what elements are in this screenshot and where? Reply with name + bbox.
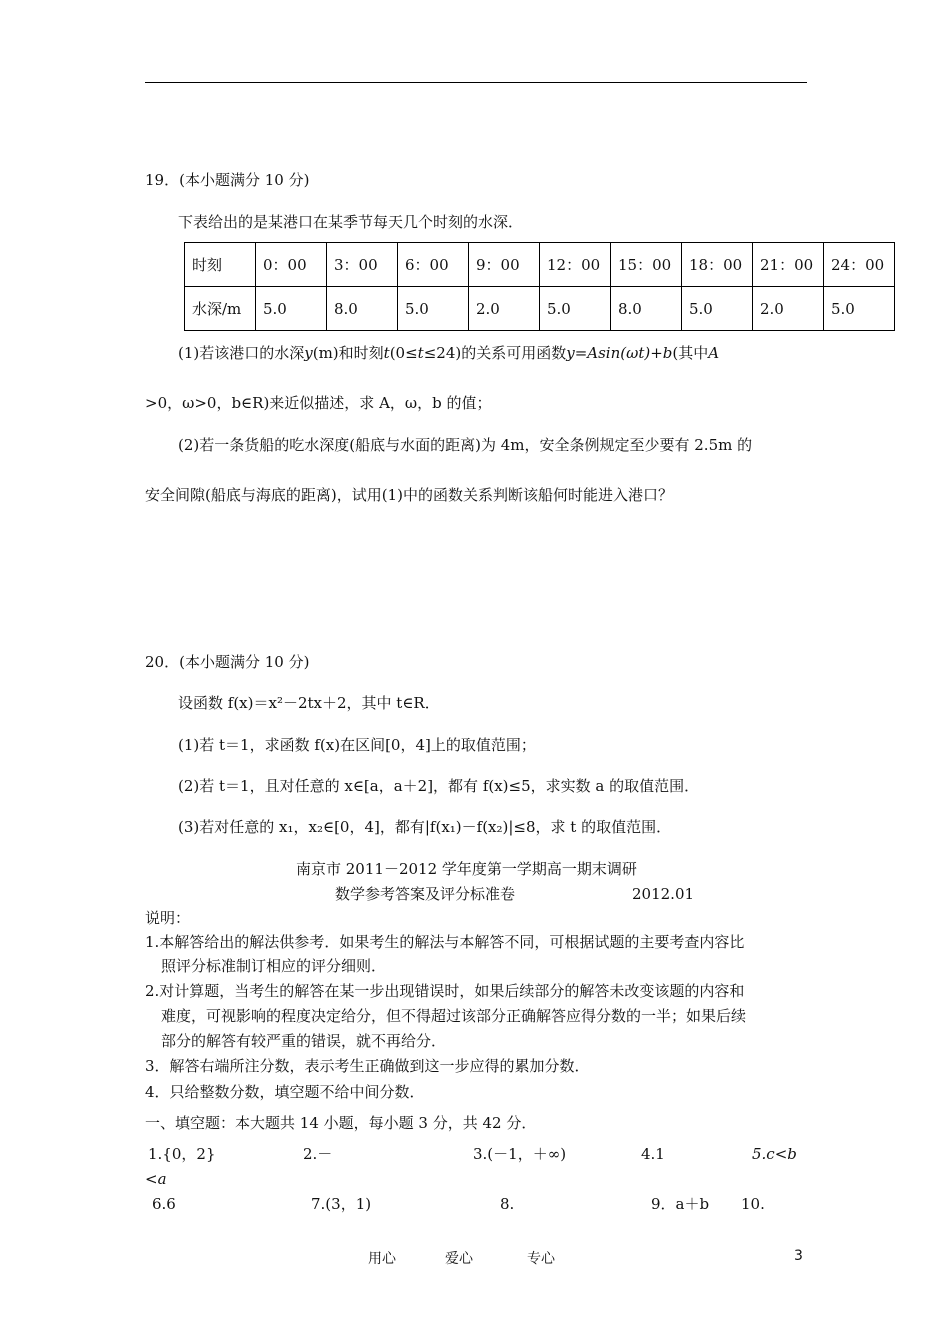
answer-1: 1.{0，2}	[148, 1145, 216, 1163]
note-1b: 照评分标准制订相应的评分细则．	[161, 957, 387, 975]
text: (m)和时刻	[312, 344, 384, 362]
table-cell: 3：00	[327, 243, 398, 287]
q20-part1: (1)若 t＝1，求函数 f(x)在区间[0，4]上的取值范围；	[178, 736, 536, 754]
table-cell: 21：00	[753, 243, 824, 287]
q19-part2-line2: 安全间隙(船底与海底的距离)，试用(1)中的函数关系判断该船何时能进入港口？	[145, 486, 673, 504]
footer-aixin: 爱心	[445, 1251, 473, 1267]
answer-9: 9．a＋b	[651, 1195, 710, 1213]
footer-zhuanxin: 专心	[527, 1251, 555, 1267]
text: (0≤	[389, 344, 418, 362]
header-rule	[145, 82, 807, 83]
note-3: 3．解答右端所注分数，表示考生正确做到这一步应得的累加分数．	[145, 1057, 590, 1075]
var: t	[383, 344, 390, 362]
answer-10: 10.	[741, 1195, 765, 1213]
q19-title: 19．(本小题满分 10 分)	[145, 171, 310, 189]
q19-part2-line1: (2)若一条货船的吃水深度(船底与水面的距离)为 4m，安全条例规定至少要有 2.5m 的	[178, 436, 753, 454]
q20-part3: (3)若对任意的 x₁，x₂∈[0，4]，都有|f(x₁)－f(x₂)|≤8，求 t 的取值范围．	[178, 818, 672, 836]
q20-title: 20．(本小题满分 10 分)	[145, 653, 310, 671]
section-1-heading: 一、填空题：本大题共 14 小题，每小题 3 分，共 42 分．	[145, 1114, 537, 1132]
answer-7: 7.(3，1)	[311, 1195, 372, 1213]
table-cell: 5.0	[256, 287, 327, 331]
note-2b: 难度，可视影响的程度决定给分，但不得超过该部分正确解答应得分数的一半；如果后续	[161, 1007, 747, 1025]
q19-part1-line1	[178, 343, 719, 363]
table-cell: 8.0	[611, 287, 682, 331]
tide-table	[184, 242, 895, 331]
table-cell: 5.0	[540, 287, 611, 331]
answer-5-continued: <a	[145, 1170, 167, 1188]
table-row	[185, 287, 895, 331]
footer-yongxin: 用心	[368, 1251, 396, 1267]
answer-5: 5.c<b	[752, 1145, 797, 1163]
table-cell: 9：00	[469, 243, 540, 287]
text: (其中	[672, 344, 709, 362]
note-2a: 2.对计算题，当考生的解答在某一步出现错误时，如果后续部分的解答未改变该题的内容和	[145, 982, 745, 1000]
answer-8: 8.	[500, 1195, 515, 1213]
answer-3: 3.(－1，＋∞)	[473, 1145, 567, 1163]
table-cell: 12：00	[540, 243, 611, 287]
table-cell: 0：00	[256, 243, 327, 287]
text: (1)若该港口的水深	[178, 344, 305, 362]
table-row-label: 时刻	[185, 243, 256, 287]
table-cell: 2.0	[753, 287, 824, 331]
table-cell: 5.0	[682, 287, 753, 331]
table-cell: 5.0	[398, 287, 469, 331]
note-4: 4．只给整数分数，填空题不给中间分数．	[145, 1083, 425, 1101]
formula: y=Asin(ωt)+b	[566, 344, 673, 362]
answer-4: 4.1	[641, 1145, 665, 1163]
var: A	[708, 344, 720, 362]
var: t	[417, 344, 424, 362]
q19-intro: 下表给出的是某港口在某季节每天几个时刻的水深．	[178, 213, 524, 231]
note-1a: 1.本解答给出的解法供参考．如果考生的解法与本解答不同，可根据试题的主要考查内容比	[145, 933, 745, 951]
q19-part1-line2: >0，ω>0，b∈R)来近似描述，求 A，ω，b 的值；	[145, 394, 492, 412]
answer-2: 2.－	[303, 1145, 333, 1163]
table-cell: 5.0	[824, 287, 895, 331]
text: ≤24)的关系可用函数	[423, 344, 567, 362]
answer-date: 2012.01	[632, 885, 695, 903]
q20-setup: 设函数 f(x)＝x²－2tx＋2，其中 t∈R．	[178, 694, 440, 712]
table-cell: 18：00	[682, 243, 753, 287]
table-cell: 6：00	[398, 243, 469, 287]
note-2c: 部分的解答有较严重的错误，就不再给分．	[161, 1032, 447, 1050]
table-cell: 8.0	[327, 287, 398, 331]
answer-subheading: 数学参考答案及评分标准卷	[335, 885, 516, 903]
q20-part2: (2)若 t＝1，且对任意的 x∈[a，a＋2]，都有 f(x)≤5，求实数 a 的取值范围．	[178, 777, 700, 795]
table-cell: 2.0	[469, 287, 540, 331]
table-row-label: 水深/m	[185, 287, 256, 331]
var: y	[304, 344, 313, 362]
answer-heading: 南京市 2011－2012 学年度第一学期高一期末调研	[296, 860, 637, 878]
note-label: 说明：	[145, 909, 191, 927]
table-cell: 24：00	[824, 243, 895, 287]
page-number: 3	[794, 1248, 803, 1264]
table-cell: 15：00	[611, 243, 682, 287]
answer-6: 6.6	[152, 1195, 176, 1213]
table-row	[185, 243, 895, 287]
